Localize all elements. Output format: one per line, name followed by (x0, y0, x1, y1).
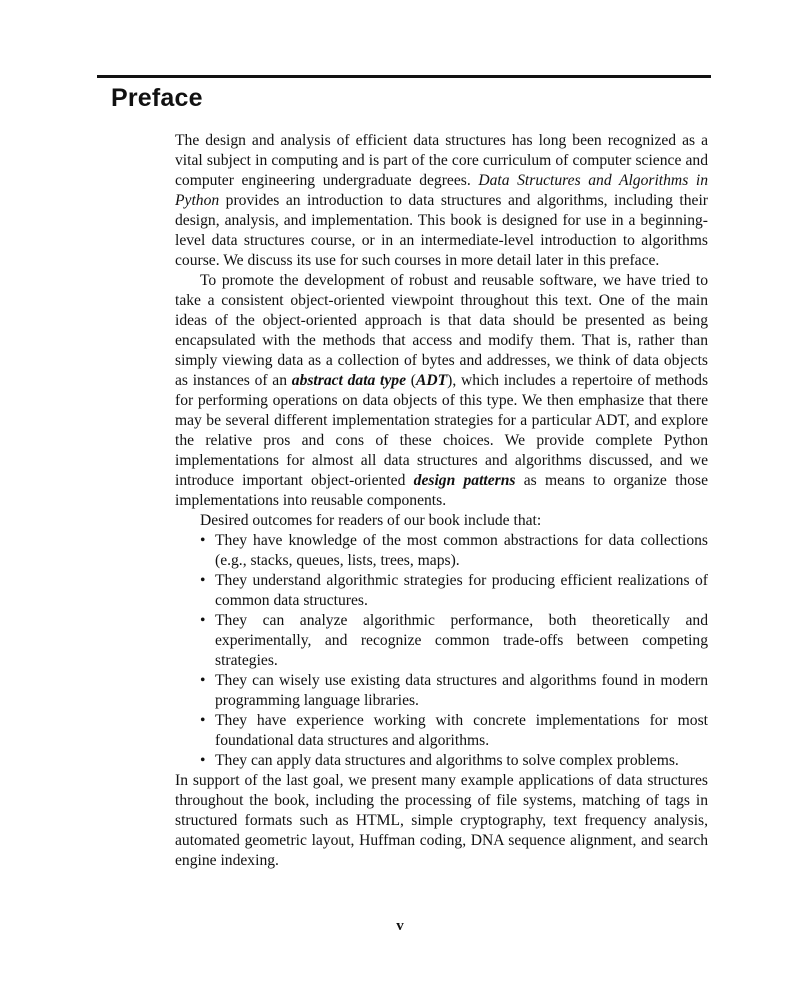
oo-text-1: To promote the development of robust and reusable software, we have tried to take a consistent object-oriented viewpoint throughout this text. One of the main ideas of the object-oriented approach is that data should be presented as being encapsulated with the methods that access and modify them. That is, rather than simply viewing data as a collection of bytes and addresses, we think of data objects as instances of an (175, 272, 708, 389)
paragraph-applications: In support of the last goal, we present many example applications of data structures throughout the book, including the processing of file systems, matching of tags in structured formats such as HTML, simple cryptography, text frequency analysis, automated geometric layout, Huffman coding, DNA sequence alignment, and search engine indexing. (175, 772, 708, 869)
outcome-item: • They understand algorithmic strategies for producing efficient realizations of common data structures. (215, 571, 708, 611)
paragraph-object-oriented (175, 271, 708, 511)
chapter-rule (97, 75, 711, 78)
outcomes-list (175, 531, 708, 771)
outcome-item: • They have experience working with concrete implementations for most foundational data structures and algorithms. (215, 711, 708, 751)
page-number: v (396, 918, 404, 934)
chapter-title: Preface (111, 84, 203, 112)
paragraph-intro (175, 131, 708, 271)
oo-text-2: ( (406, 372, 416, 389)
oo-text-3: ), which includes a repertoire of methods for performing operations on data objects of this type. We then emphasize that there may be several different implementation strategies for a particular ADT, and explore the relative pros and cons of these choices. We provide complete Python implementations for almost all data structures and algorithms discussed, and we introduce important object-oriented (175, 372, 709, 489)
outcome-item: • They can apply data structures and algorithms to solve complex problems. (215, 751, 708, 771)
book-title: Data Structures and Algorithms in Python (175, 172, 708, 209)
oo-text-4: as means to organize those implementations into reusable components. (175, 472, 708, 509)
outcome-item: • They can wisely use existing data structures and algorithms found in modern programming language libraries. (215, 671, 708, 711)
term-adt: ADT (415, 372, 448, 389)
preface-body (175, 131, 708, 871)
intro-text-2: provides an introduction to data structures and algorithms, including their design, analysis, and implementation. This book is designed for use in a beginning-level data structures course, or in an intermediate-level introduction to algorithms course. We discuss its use for such courses in more detail later in this preface. (175, 192, 708, 269)
term-design-patterns: design patterns (413, 472, 516, 489)
paragraph-outcomes-intro: Desired outcomes for readers of our book include that: (200, 512, 542, 529)
outcome-item: • They have knowledge of the most common abstractions for data collections (e.g., stacks, queues, lists, trees, maps). (215, 531, 708, 571)
term-abstract-data-type: abstract data type (291, 372, 407, 389)
intro-text-1: The design and analysis of efficient data structures has long been recognized as a vital subject in computing and is part of the core curriculum of computer science and computer engineering undergraduate degrees. (175, 132, 708, 189)
outcome-item: • They can analyze algorithmic performance, both theoretically and experimentally, and recognize common trade-offs between competing strategies. (215, 611, 708, 671)
